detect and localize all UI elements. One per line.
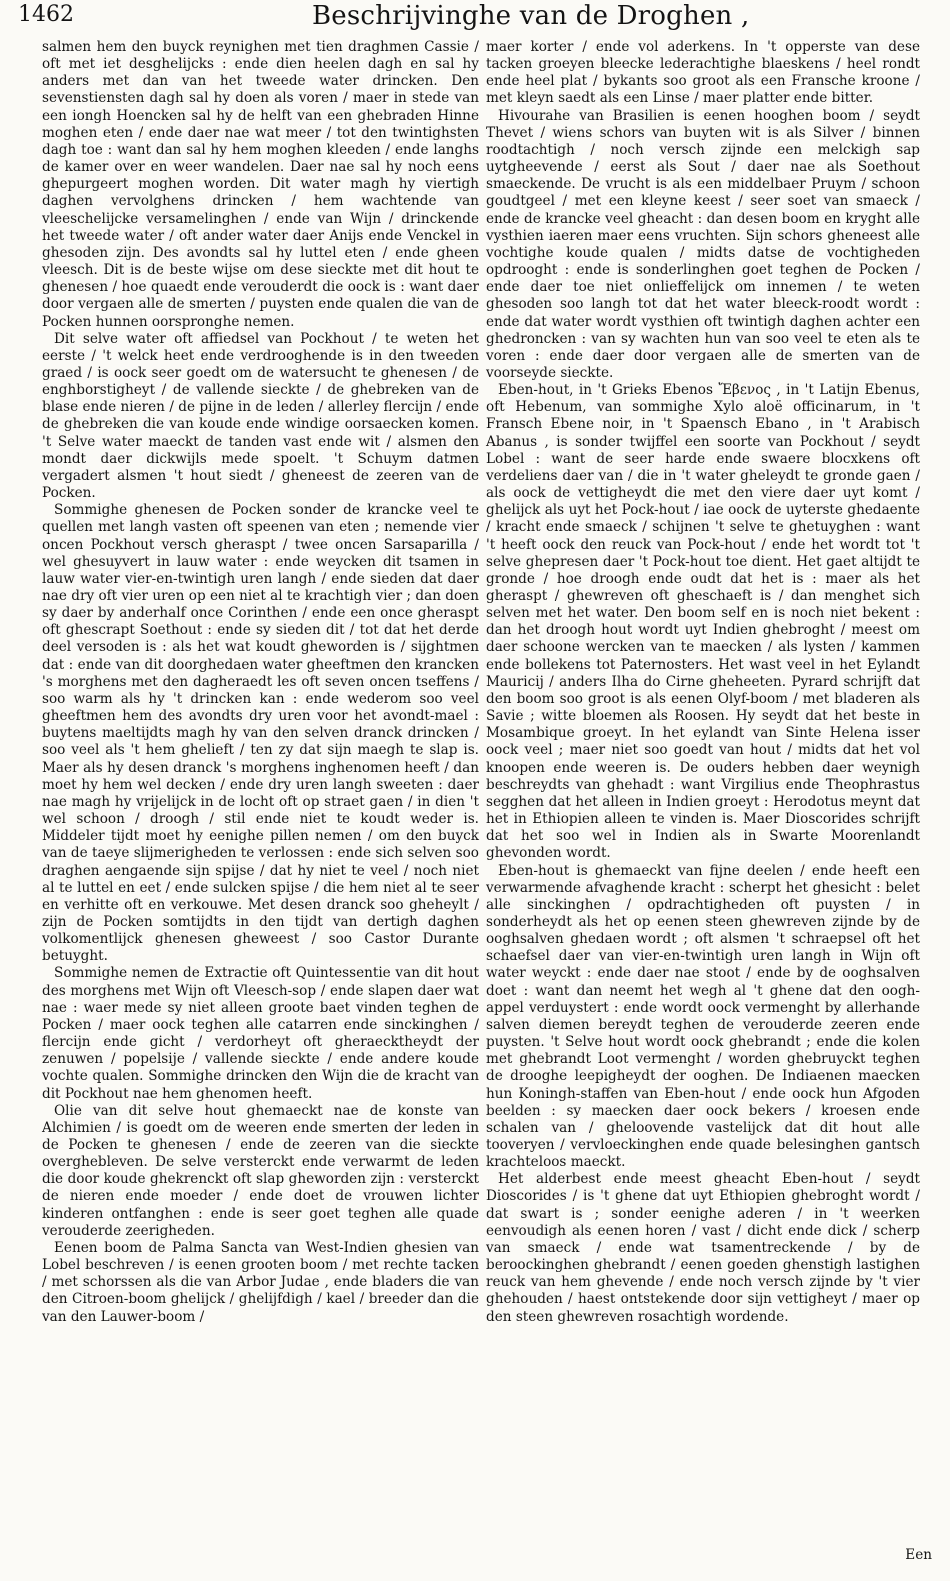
paragraph: Hivourahe van Brasilien is eenen hooghen boom / seydt Thevet / wiens schors van buyten wit is als Silver / binnen roodtachtigh / noch versch zijnde een melckigh sap uytgheevende / eerst als Sout / daer nae als Soethout smaeckende. De vrucht is als een middelbaer Pruym / schoon goudtgeel / met een kleyne keest / seer soet van smaeck / ende de krancke veel gheacht : dan desen boom en kryght alle vysthien iaeren maer eens vruchten. Sijn schors gheneest alle vochtighe koude qualen / midts datse de vochtigheden opdrooght : ende is sonderlinghen goet teghen de Pocken / ende daer toe niet onlieffelijck om innemen / te weten ghesoden soo langh tot dat het water bleeck-roodt wordt : ende dat water wordt vysthien oft twintigh daghen achter een ghedroncken : van sy wachten hun van soo veel te eten als te voren : ende daer door vergaen alle de smerten van de voorseyde sieckte. <box>486 107 920 381</box>
paragraph: maer korter / ende vol aderkens. In 't opperste van dese tacken groeyen bleecke lederachtighe blaeskens / heel rondt ende heel plat / bykants soo groot als een Fransche kroone / met kleyn saedt als een Linse / maer platter ende bitter. <box>486 39 920 107</box>
right-column <box>486 39 920 1326</box>
page-header <box>0 0 950 38</box>
paragraph: Sommighe nemen de Extractie oft Quintessentie van dit hout des morghens met Wijn oft Vleesch-sop / ende slapen daer wat nae : waer mede sy niet alleen groote baet vinden teghen de Pocken / maer oock teghen alle catarren ende sinckinghen / flercijn ende gicht / verdorheyt oft gheraecktheydt der zenuwen / popelsije / vallende sieckte / ende andere koude vochte qualen. Sommighe drincken den Wijn die de kracht van dit Pockhout nae hem ghenomen heeft. <box>42 965 479 1102</box>
catchword: Een <box>905 1547 932 1563</box>
paragraph: Sommighe ghenesen de Pocken sonder de krancke veel te quellen met langh vasten oft speenen van eten ; nemende vier oncen Pockhout versch gheraspt / twee oncen Sarsaparilla / wel ghesuyvert in lauw water : ende weycken dit tsamen in lauw water vier-en-twintigh uren langh / ende sieden dat daer nae dry oft vier uren op een niet al te krachtigh vier ; dan doen sy daer by anderhalf once Corinthen / ende een once gheraspt oft ghescrapt Soethout : ende sy sieden dit / tot dat het derde deel versoden is : als het wat koudt gheworden is / sijghtmen dat : ende van dit doorghedaen water gheeftmen den krancken 's morghens met den dagheraedt les oft seven oncen tseffens / soo warm als hy 't drincken kan : ende wederom soo veel gheeftmen hem des avondts dry uren voor het avondt-mael : buytens maeltijdts magh hy van den selven dranck drincken / soo veel als 't hem ghelieft / ten zy dat sijn maegh te slap is. Maer als hy desen dranck 's morghens inghenomen heeft / dan moet hy hem wel decken / ende dry uren langh sweeten : daer nae magh hy vrijelijck in de locht oft op straet gaen / in dien 't wel schoon / droogh / stil ende niet te koudt weder is. Middeler tijdt moet hy eenighe pillen nemen / om den buyck van de taeye slijmerigheden te verlossen : ende sich selven soo draghen aengaende sijn spijse / dat hy niet te veel / noch niet al te luttel en eet / ende sulcken spijse / die hem niet al te seer en verhitte oft en verkouwe. Met desen dranck soo gheheylt / zijn de Pocken somtijdts in den tijdt van dertigh daghen volkomentlijck ghenesen gheweest / soo Castor Durante betuyght. <box>42 502 479 965</box>
paragraph: Eben-hout, in 't Grieks Ebenos Ἔβενος , in 't Latijn Ebenus, oft Hebenum, van sommighe Xylo aloë officinarum, in 't Fransch Ebene noir, in 't Spaensch Ebano , in 't Arabisch Abanus , is sonder twijffel een soorte van Pockhout / seydt Lobel : want de seer harde ende swaere blocxkens oft verdeliens daer van / die in 't water gheleydt te gronde gaen / als oock de vettigheydt die met den viere daer uyt komt / ghelijck als uyt het Pock-hout / iae oock de uyterste ghedaente / kracht ende smaeck / schijnen 't selve te ghetuyghen : want 't heeft oock den reuck van Pock-hout / ende het wordt tot 't selve ghepresen daer 't Pock-hout toe dient. Het gaet altijdt te gronde / hoe droogh ende oudt dat het is : maer als het gheraspt / ghewreven oft gheschaeft is / dan menghet sich selven met het water. Den boom self en is noch niet bekent : dan het droogh hout wordt uyt Indien ghebroght / meest om daer schoone wercken van te maecken / als lysten / kammen ende bollekens tot Paternosters. Het wast veel in het Eylandt Mauricij / anders Ilha do Cirne gheheeten. Pyrard schrijft dat den boom soo groot is als eenen Olyf-boom / met bladeren als Savie ; witte bloemen als Roosen. Hy seydt dat het beste in Mosambique groeyt. In het eylandt van Sinte Helena isser oock veel ; maer niet soo goedt van hout / midts dat het vol knoopen ende weeren is. De ouders hebben daer weynigh beschreydts van ghehadt : want Virgilius ende Theophrastus segghen dat het alleen in Indien groeyt : Herodotus meynt dat het in Ethiopien alleen te vinden is. Maer Dioscorides schrijft dat het soo wel in Indien als in Swarte Moorenlandt ghevonden wordt. <box>486 382 920 862</box>
paragraph: Eenen boom de Palma Sancta van West-Indien ghesien van Lobel beschreven / is eenen grooten boom / met rechte tacken / met schorssen als die van Arbor Judae , ende bladers die van den Citroen-boom ghelijck / ghelijfdigh / kael / breeder dan die van den Lauwer-boom / <box>42 1239 479 1325</box>
paragraph: Olie van dit selve hout ghemaeckt nae de konste van Alchimien / is goedt om de weeren ende smerten der leden in de Pocken te ghenesen / ende de zeeren van die sieckte overghebleven. De selve versterckt ende verwarmt de leden die door koude ghekrenckt oft slap gheworden zijn : versterckt de nieren ende moeder / ende doet de vrouwen lichter kinderen ontfanghen : ende is seer goet teghen alle quade verouderde zeerigheden. <box>42 1102 479 1239</box>
paragraph: Het alderbest ende meest gheacht Eben-hout / seydt Dioscorides / is 't ghene dat uyt Ethiopien ghebroght wordt / dat swart is ; sonder eenighe aderen / in 't weerken eenvoudigh als eenen horen / vast / dicht ende dick / scherp van smaeck / ende wat tsamentreckende / by de beroockinghen ghebrandt / eenen goeden ghenstigh lastighen reuck van hem ghevende / ende noch versch zijnde by 't vier ghehouden / haest ontstekende door sijn vettigheyt / maer op den steen ghewreven rosachtigh wordende. <box>486 1171 920 1325</box>
paragraph: salmen hem den buyck reynighen met tien draghmen Cassie / oft met iet desghelijcks : ende dien heelen dagh en sal hy anders met dan van het tweede water drincken. Den sevenstiensten dagh sal hy doen als voren / maer in stede van een iongh Hoencken sal hy de helft van een ghebraden Hinne moghen eten / ende daer nae wat meer / tot den twintighsten dagh toe : want dan sal hy hem moghen kleeden / ende langhs de kamer over en weer wandelen. Daer nae sal hy noch eens ghepurgeert moghen worden. Dit water magh hy viertigh daghen vervolghens drincken / hem wachtende van vleeschelijcke versamelinghen / ende van Wijn / drinckende het tweede water / oft ander water daer Anijs ende Venckel in ghesoden zijn. Des avondts sal hy luttel eten / ende gheen vleesch. Dit is de beste wijse om dese sieckte met dit hout te ghenesen / hoe quaedt ende verouderdt die oock is : want daer door vergaen alle de smerten / puysten ende qualen die van de Pocken hunnen oorspronghe nemen. <box>42 39 479 330</box>
running-title: Beschrijvinghe van de Droghen , <box>312 1 750 31</box>
left-column <box>42 39 479 1326</box>
paragraph: Dit selve water oft affiedsel van Pockhout / te weten het eerste / 't welck heet ende verdrooghende is in den tweeden graed / is oock seer goedt om de watersucht te ghenesen / de enghborstigheyt / de vallende sieckte / de ghebreken van de blase ende nieren / de pijne in de leden / allerley flercijn / ende de ghebreken die van koude ende windige oorsaecken komen. 't Selve water maeckt de tanden vast ende wit / alsmen den mondt daer dickwijls mede spoelt. 't Schuym datmen vergadert alsmen 't hout siedt / gheneest de zeeren van de Pocken. <box>42 330 479 502</box>
page-number: 1462 <box>18 2 74 27</box>
paragraph: Eben-hout is ghemaeckt van fijne deelen / ende heeft een verwarmende afvaghende kracht : scherpt het ghesicht : belet alle sinckinghen / opdrachtigheden oft puysten / in sonderheydt als het op eenen steen ghewreven zijnde by de ooghsalven ghedaen wordt ; oft alsmen 't schraepsel oft het schaefsel daer van vier-en-twintigh uren langh in Wijn oft water weyckt : ende daer nae stoot / ende by de ooghsalven doet : want dan neemt het wegh al 't ghene dat den oogh-appel verduystert : ende wordt oock vermenght by allerhande salven diemen bereydt teghen de verouderde zeeren ende puysten. 't Selve hout wordt oock ghebrandt ; ende die kolen met ghebrandt Loot vermenght / worden ghebruyckt teghen de drooghe leepigheydt der ooghen. De Indiaenen maecken hun Koningh-staffen van Eben-hout / ende oock hun Afgoden beelden : sy maecken daer oock bekers / kroesen ende schalen van / gheloovende vastelijck dat dit hout alle tooveryen / vervloeckinghen ende quade belesinghen gantsch krachteloos maeckt. <box>486 862 920 1171</box>
